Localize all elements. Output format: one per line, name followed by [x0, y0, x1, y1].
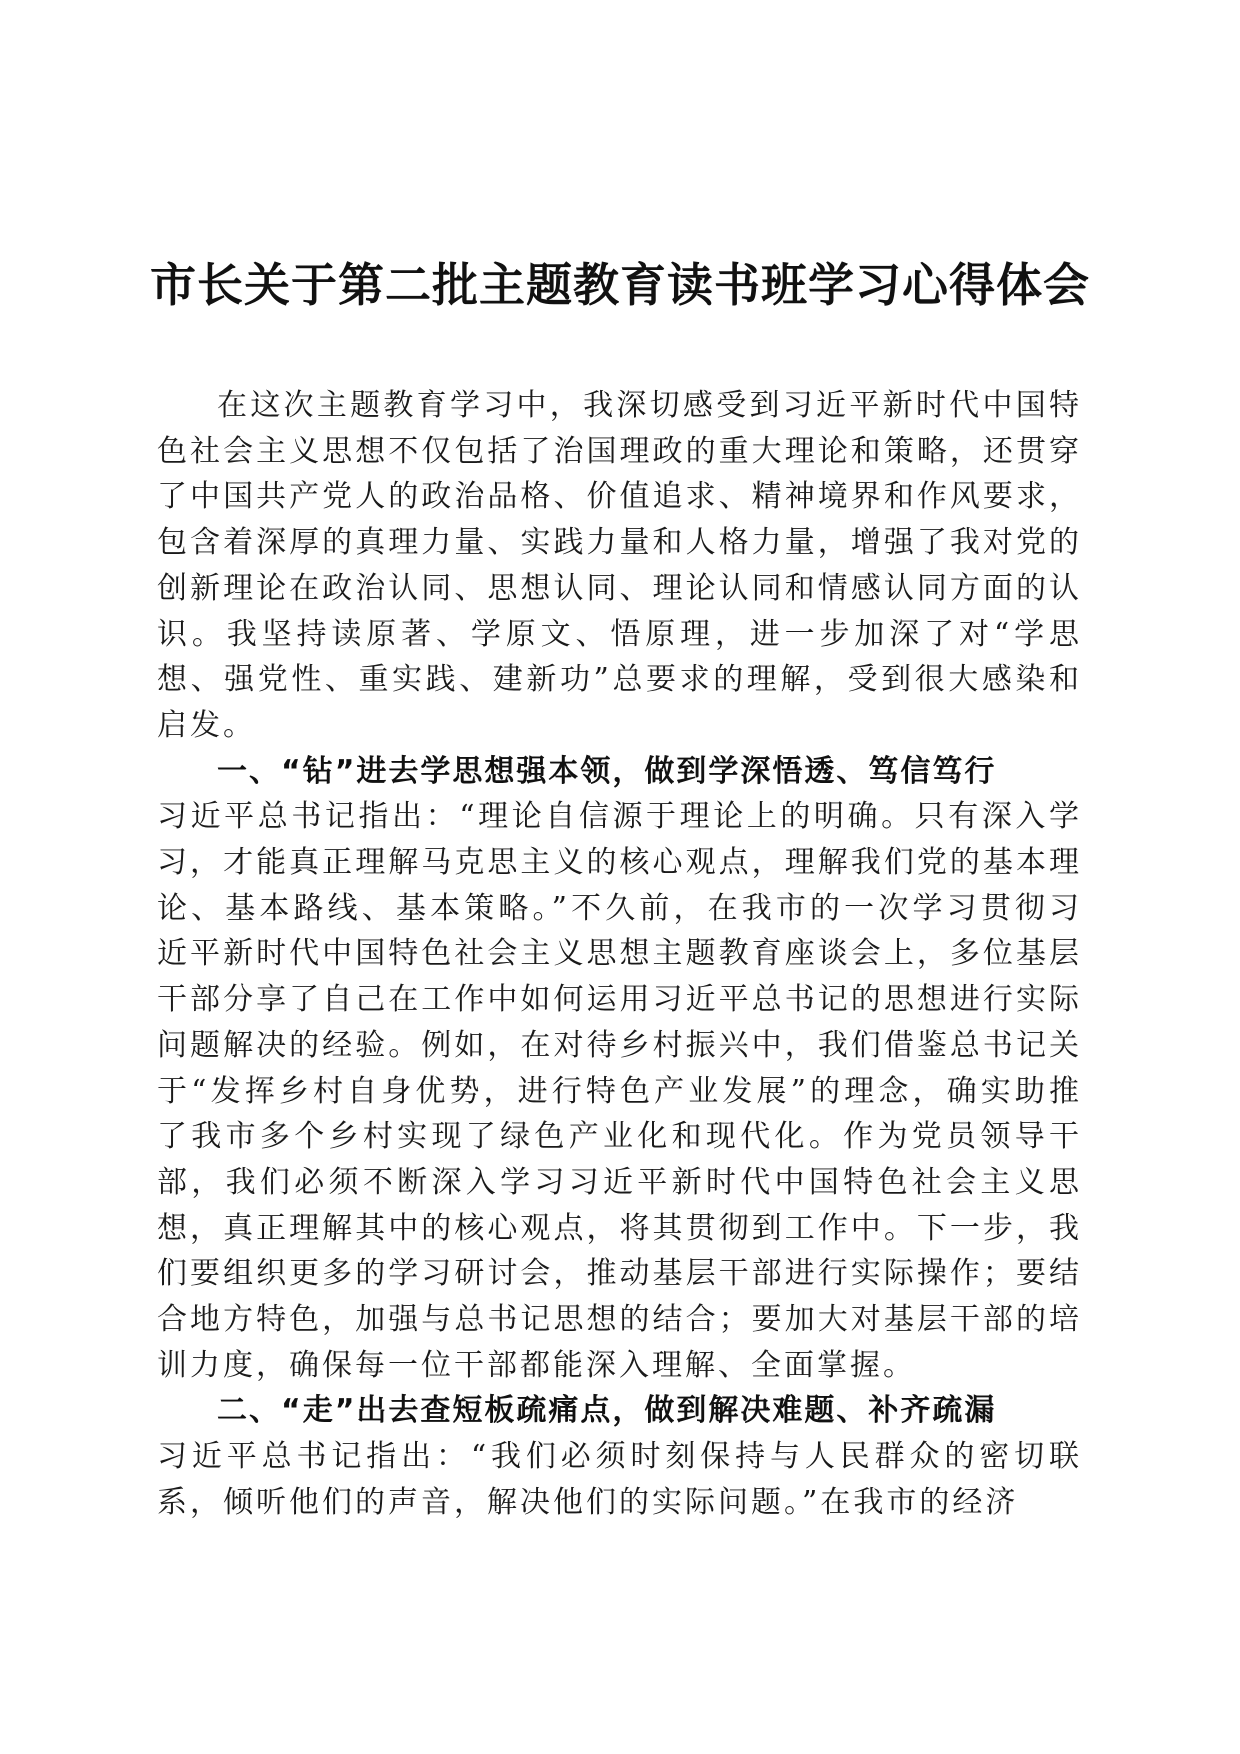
section-1-paragraph: 习近平总书记指出：“理论自信源于理论上的明确。只有深入学习，才能真正理解马克思主义的核心观点，理解我们党的基本理论、基本路线、基本策略。”不久前，在我市的一次学习贯彻习近平新时代中国特色社会主义思想主题教育座谈会上，多位基层干部分享了自己在工作中如何运用习近平总书记的思想进行实际问题解决的经验。例如，在对待乡村振兴中，我们借鉴总书记关于“发挥乡村自身优势，进行特色产业发展”的理念，确实助推了我市多个乡村实现了绿色产业化和现代化。作为党员领导干部，我们必须不断深入学习习近平新时代中国特色社会主义思想，真正理解其中的核心观点，将其贯彻到工作中。下一步，我们要组织更多的学习研讨会，推动基层干部进行实际操作；要结合地方特色，加强与总书记思想的结合；要加大对基层干部的培训力度，确保每一位干部都能深入理解、全面掌握。	[157, 799, 1082, 1383]
section-1-heading: 一、“钻”进去学思想强本领，做到学深悟透、笃信笃行	[217, 753, 997, 789]
intro-paragraph: 在这次主题教育学习中，我深切感受到习近平新时代中国特色社会主义思想不仅包括了治国理政的重大理论和策略，还贯穿了中国共产党人的政治品格、价值追求、精神境界和作风要求，包含着深厚的真理力量、实践力量和人格力量，增强了我对党的创新理论在政治认同、思想认同、理论认同和情感认同方面的认识。我坚持读原著、学原文、悟原理，进一步加深了对“学思想、强党性、重实践、建新功”总要求的理解，受到很大感染和启发。	[157, 388, 1082, 743]
document-title: 市长关于第二批主题教育读书班学习心得体会	[150, 258, 1090, 312]
document-body	[157, 383, 1082, 1526]
section-2-paragraph: 习近平总书记指出：“我们必须时刻保持与人民群众的密切联系，倾听他们的声音，解决他们的实际问题。”在我市的经济	[157, 1439, 1082, 1520]
section-2-heading: 二、“走”出去查短板疏痛点，做到解决难题、补齐疏漏	[217, 1393, 997, 1429]
